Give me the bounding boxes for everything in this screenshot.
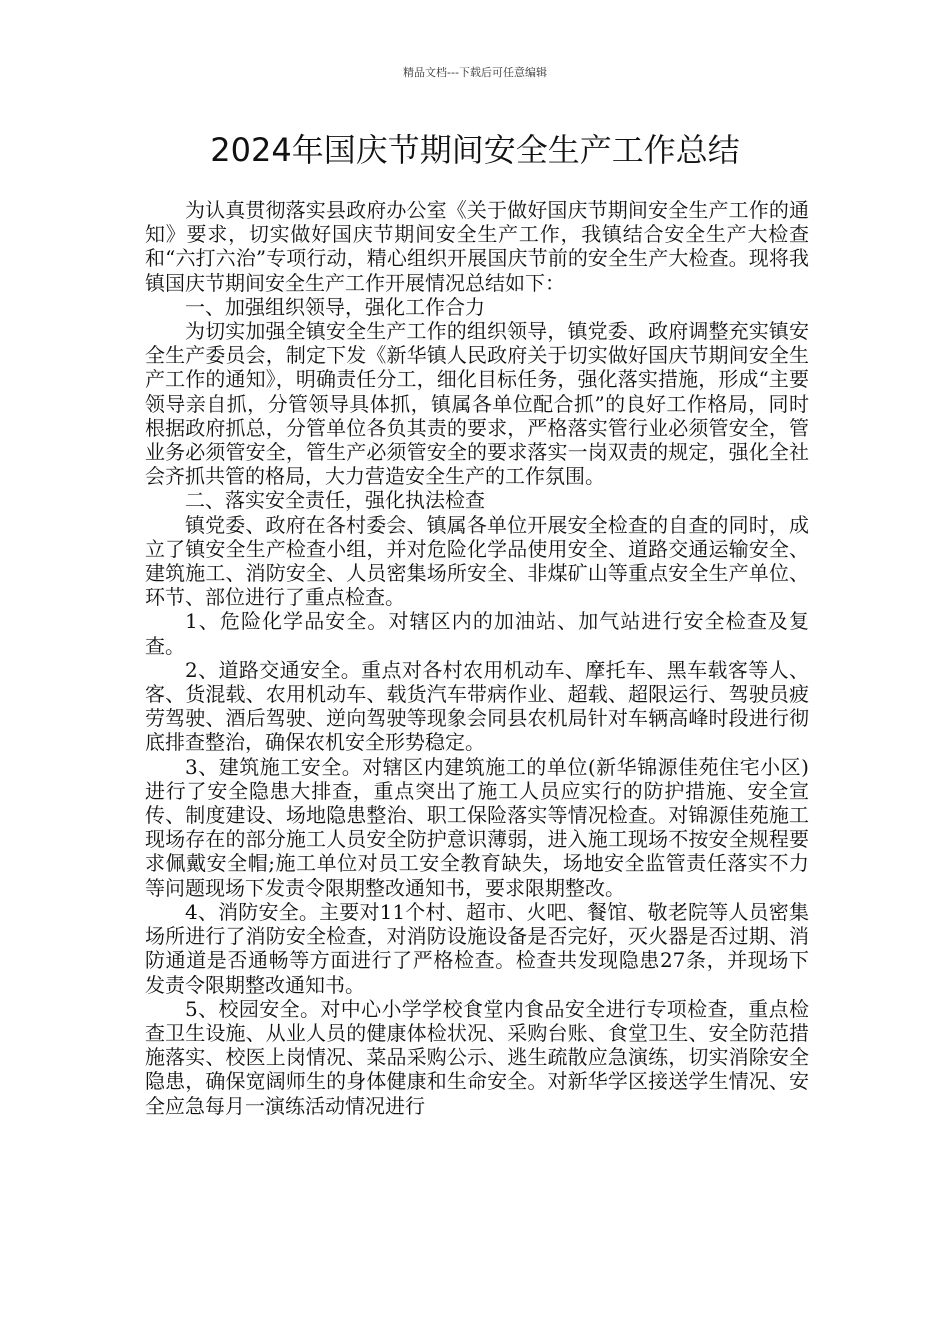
section-1-paragraph: 为切实加强全镇安全生产工作的组织领导，镇党委、政府调整充实镇安全生产委员会，制定下发《新华镇人民政府关于切实做好国庆节期间安全生产工作的通知》，明确责任分工，细化目标任务，强化落实措施，形成“主要领导亲自抓，分管领导具体抓，镇属各单位配合抓”的良好工作格局，同时根据政府抓总，分管单位各负其责的要求，严格落实管行业必须管安全，管业务必须管安全，管生产必须管安全的要求落实一岗双责的规定，强化全社会齐抓共管的格局，大力营造安全生产的工作氛围。: [145, 319, 809, 489]
header-note: 精品文档---下载后可任意编辑: [403, 66, 547, 79]
document-body: [145, 198, 809, 1118]
intro-paragraph: 为认真贯彻落实县政府办公室《关于做好国庆节期间安全生产工作的通知》要求，切实做好国庆节期间安全生产工作，我镇结合安全生产大检查和“六打六治”专项行动，精心组织开展国庆节前的安全生产大检查。现将我镇国庆节期间安全生产工作开展情况总结如下：: [145, 198, 809, 295]
section-2-paragraph: 镇党委、政府在各村委会、镇属各单位开展安全检查的自查的同时，成立了镇安全生产检查小组，并对危险化学品使用安全、道路交通运输安全、建筑施工、消防安全、人员密集场所安全、非煤矿山等重点安全生产单位、环节、部位进行了重点检查。: [145, 512, 809, 610]
section-heading-2: 二、落实安全责任，强化执法检查: [185, 488, 485, 513]
item-fire-safety: 4、消防安全。主要对11个村、超市、火吧、餐馆、敬老院等人员密集场所进行了消防安全检查，对消防设施设备是否完好，灭火器是否过期、消防通道是否通畅等方面进行了严格检查。检查共发现隐患27条，并现场下发责令限期整改通知书。: [145, 899, 809, 997]
item-hazardous-chemicals: 1、危险化学品安全。对辖区内的加油站、加气站进行安全检查及复查。: [145, 609, 809, 658]
item-campus-safety: 5、校园安全。对中心小学学校食堂内食品安全进行专项检查，重点检查卫生设施、从业人员的健康体检状况、采购台账、食堂卫生、安全防范措施落实、校医上岗情况、菜品采购公示、逃生疏散应急演练，切实消除安全隐患，确保宽阔师生的身体健康和生命安全。对新华学区接送学生情况、安全应急每月一演练活动情况进行: [145, 996, 809, 1118]
item-road-traffic: 2、道路交通安全。重点对各村农用机动车、摩托车、黑车载客等人、客、货混载、农用机动车、载货汽车带病作业、超载、超限运行、驾驶员疲劳驾驶、酒后驾驶、逆向驾驶等现象会同县农机局针对车辆高峰时段进行彻底排查整治，确保农机安全形势稳定。: [145, 657, 809, 755]
item-construction: 3、建筑施工安全。对辖区内建筑施工的单位(新华锦源佳苑住宅小区)进行了安全隐患大排查，重点突出了施工人员应实行的防护措施、安全宣传、制度建设、场地隐患整治、职工保险落实等情况检查。对锦源佳苑施工现场存在的部分施工人员安全防护意识薄弱，进入施工现场不按安全规程要求佩戴安全帽;施工单位对员工安全教育缺失，场地安全监管责任落实不力等问题现场下发责令限期整改通知书，要求限期整改。: [145, 754, 809, 900]
document-title: 2024年国庆节期间安全生产工作总结: [210, 131, 740, 169]
section-heading-1: 一、加强组织领导，强化工作合力: [185, 294, 485, 319]
